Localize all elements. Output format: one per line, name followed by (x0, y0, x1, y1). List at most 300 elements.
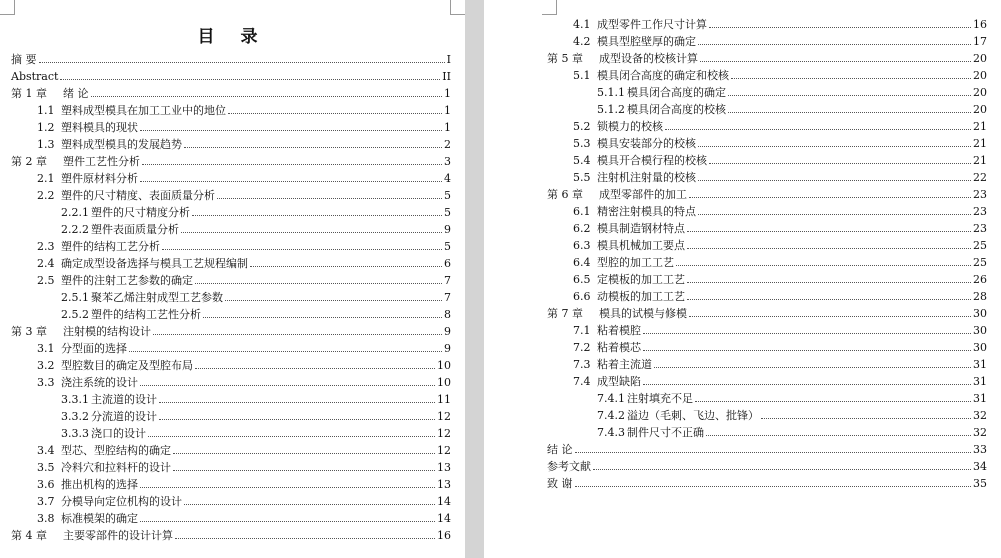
dot-leader (676, 264, 971, 266)
dot-leader (689, 315, 971, 317)
toc-entry-label (37, 136, 182, 153)
toc-entry[interactable] (11, 119, 451, 136)
toc-entry-text: 型芯、型腔结构的确定 (61, 444, 171, 457)
toc-title: 目 录 (197, 27, 268, 47)
toc-entry[interactable] (547, 339, 987, 356)
toc-entry-text: 塑料成型模具在加工工业中的地位 (61, 104, 226, 117)
toc-entry-page: 23 (973, 222, 987, 235)
toc-entry-label (573, 203, 696, 220)
toc-entry-label (597, 407, 759, 424)
toc-entry-number: 5.1.2 (597, 103, 625, 116)
right-page (484, 0, 1001, 558)
toc-entry[interactable] (547, 441, 987, 458)
toc-entry-page: 30 (973, 324, 987, 337)
toc-entry-page: 22 (973, 171, 987, 184)
dot-leader (654, 366, 971, 368)
toc-entry[interactable] (547, 16, 987, 33)
toc-entry-number: 第 3 章 (11, 325, 47, 338)
toc-entry-page: I (446, 53, 451, 66)
toc-entry-label (61, 391, 157, 408)
toc-entry-label (573, 356, 652, 373)
toc-entry-label (573, 271, 685, 288)
dot-leader (706, 434, 971, 436)
toc-entry[interactable] (547, 407, 987, 424)
dot-leader (173, 452, 435, 454)
toc-entry-number: 7.4 (573, 375, 591, 388)
toc-entry-page: 5 (444, 189, 451, 202)
toc-entry-number: 2.5 (37, 274, 55, 287)
toc-entry-label (11, 153, 140, 170)
toc-entry-text: 制件尺寸不正确 (627, 426, 704, 439)
toc-entry[interactable] (11, 340, 451, 357)
toc-entry-page: 13 (437, 461, 451, 474)
toc-entry-page: 7 (444, 274, 451, 287)
dot-leader (217, 197, 442, 199)
toc-entry-text: 塑件的注射工艺参数的确定 (61, 274, 193, 287)
toc-entry-page: 21 (973, 154, 987, 167)
toc-entry[interactable] (547, 390, 987, 407)
toc-entry-number: 3.7 (37, 495, 55, 508)
toc-entry-text: 分流道的设计 (91, 410, 157, 423)
toc-entry-page: 8 (444, 308, 451, 321)
toc-entry-text: 成型零件工作尺寸计算 (597, 18, 707, 31)
toc-entry[interactable] (11, 289, 451, 306)
toc-entry-text: 成型零部件的加工 (599, 188, 687, 201)
toc-entry-number: 3.4 (37, 444, 55, 457)
toc-entry-number: 第 2 章 (11, 155, 47, 168)
dot-leader (148, 435, 435, 437)
toc-entry-page: 25 (973, 239, 987, 252)
toc-entry-text: 定模板的加工工艺 (597, 273, 685, 286)
toc-entry[interactable] (547, 356, 987, 373)
dot-leader (698, 43, 971, 45)
toc-entry[interactable] (11, 510, 451, 527)
toc-entry[interactable] (11, 68, 451, 85)
toc-entry-page: 35 (973, 477, 987, 490)
toc-entry-label (597, 390, 693, 407)
toc-entry-text: 确定成型设备选择与模具工艺规程编制 (61, 257, 248, 270)
toc-entry-label (61, 289, 223, 306)
toc-entry[interactable] (11, 272, 451, 289)
toc-entry-text: 聚苯乙烯注射成型工艺参数 (91, 291, 223, 304)
dot-leader (698, 213, 971, 215)
toc-entry-number: 3.3 (37, 376, 55, 389)
dot-leader (709, 26, 971, 28)
toc-entry[interactable] (11, 306, 451, 323)
toc-entry-text: 塑件工艺性分析 (63, 155, 140, 168)
toc-entry-label (37, 357, 193, 374)
toc-entry-label (37, 442, 171, 459)
toc-entry[interactable] (11, 425, 451, 442)
toc-entry-label (547, 186, 687, 203)
dot-leader (225, 299, 442, 301)
toc-entry-page: 30 (973, 341, 987, 354)
toc-entry-page: 21 (973, 120, 987, 133)
toc-entry-number: 2.3 (37, 240, 55, 253)
toc-entry-label (547, 305, 687, 322)
dot-leader (250, 265, 442, 267)
toc-entry-number: 2.5.2 (61, 308, 89, 321)
toc-entry-number: 4.2 (573, 35, 591, 48)
toc-entry[interactable] (11, 51, 451, 68)
toc-entry-page: 20 (973, 86, 987, 99)
toc-entry-text: 粘着模腔 (597, 324, 641, 337)
toc-entry-text: 粘着模芯 (597, 341, 641, 354)
toc-entry-label (61, 425, 146, 442)
toc-entry-number: 3.3.1 (61, 393, 89, 406)
toc-entry-page: 20 (973, 103, 987, 116)
toc-entry-page: 34 (973, 460, 987, 473)
dot-leader (181, 231, 442, 233)
dot-leader (184, 146, 442, 148)
crop-mark (0, 0, 15, 15)
toc-entry-label (597, 101, 726, 118)
dot-leader (687, 230, 971, 232)
toc-entry-page: 2 (444, 138, 451, 151)
toc-entry-label (573, 373, 641, 390)
toc-entry-text: 冷料穴和拉料杆的设计 (61, 461, 171, 474)
toc-entry-label (37, 459, 171, 476)
toc-entry-label (573, 135, 696, 152)
toc-entry-page: 21 (973, 137, 987, 150)
toc-entry[interactable] (547, 288, 987, 305)
toc-entry-page: 14 (437, 512, 451, 525)
toc-entry-page: 31 (973, 358, 987, 371)
toc-entry-text: 型腔的加工工艺 (597, 256, 674, 269)
toc-entry-label (11, 85, 89, 102)
toc-entry-label (573, 237, 685, 254)
toc-entry-text: 塑件表面质量分析 (91, 223, 179, 236)
toc-entry-text: 分型面的选择 (61, 342, 127, 355)
toc-entry-number: 7.2 (573, 341, 591, 354)
toc-entry-number: 第 4 章 (11, 529, 47, 542)
toc-entry-number: 6.3 (573, 239, 591, 252)
dot-leader (140, 180, 442, 182)
toc-entry-label (61, 408, 157, 425)
toc-entry-label (547, 475, 573, 492)
toc-entry-page: 16 (973, 18, 987, 31)
dot-leader (91, 95, 443, 97)
dot-leader (731, 77, 971, 79)
toc-entry-page: 26 (973, 273, 987, 286)
toc-entry-text: 模具开合模行程的校核 (597, 154, 707, 167)
toc-entry-label (597, 424, 704, 441)
toc-entry[interactable] (11, 391, 451, 408)
dot-leader (195, 367, 435, 369)
toc-entry[interactable] (547, 237, 987, 254)
toc-entry-number: 致 谢 (547, 477, 573, 490)
toc-list-right (547, 16, 987, 492)
dot-leader (60, 78, 440, 80)
toc-entry[interactable] (547, 424, 987, 441)
toc-entry-text: 塑料成型模具的发展趋势 (61, 138, 182, 151)
toc-entry-page: 9 (444, 325, 451, 338)
dot-leader (643, 349, 971, 351)
toc-entry-page: 10 (437, 376, 451, 389)
toc-entry[interactable] (11, 221, 451, 238)
dot-leader (173, 469, 435, 471)
toc-entry-text: 溢边（毛刺、飞边、批锋） (627, 409, 759, 422)
toc-entry-page: 3 (444, 155, 451, 168)
toc-entry-label (597, 84, 726, 101)
toc-entry-page: 9 (444, 223, 451, 236)
toc-entry[interactable] (547, 254, 987, 271)
toc-entry-label (573, 288, 685, 305)
dot-leader (162, 248, 442, 250)
toc-entry-number: 7.4.3 (597, 426, 625, 439)
toc-entry-number: 摘 要 (11, 53, 37, 66)
toc-entry-label (547, 458, 591, 475)
toc-entry-label (37, 102, 226, 119)
crop-mark (450, 0, 465, 15)
toc-entry-page: 17 (973, 35, 987, 48)
toc-entry-page: 5 (444, 240, 451, 253)
toc-entry-number: 6.1 (573, 205, 591, 218)
toc-entry[interactable] (547, 50, 987, 67)
toc-entry-text: 动模板的加工工艺 (597, 290, 685, 303)
toc-entry[interactable] (11, 255, 451, 272)
toc-entry[interactable] (547, 101, 987, 118)
toc-entry-label (573, 33, 696, 50)
toc-entry-text: 分模导向定位机构的设计 (61, 495, 182, 508)
toc-entry-number: 2.1 (37, 172, 55, 185)
toc-entry-label (37, 340, 127, 357)
dot-leader (728, 111, 971, 113)
toc-entry-text: 绪 论 (63, 87, 89, 100)
toc-entry-label (573, 339, 641, 356)
toc-entry-text: 注射填充不足 (627, 392, 693, 405)
toc-entry[interactable] (547, 220, 987, 237)
toc-entry[interactable] (11, 493, 451, 510)
toc-entry-number: 6.2 (573, 222, 591, 235)
toc-entry[interactable] (547, 203, 987, 220)
toc-entry-label (37, 238, 160, 255)
toc-entry[interactable] (11, 187, 451, 204)
toc-entry-page: 31 (973, 375, 987, 388)
dot-leader (142, 163, 442, 165)
dot-leader (593, 468, 971, 470)
toc-entry-number: 2.2 (37, 189, 55, 202)
toc-entry-number: 7.4.1 (597, 392, 625, 405)
toc-entry[interactable] (11, 153, 451, 170)
toc-entry[interactable] (547, 169, 987, 186)
dot-leader (129, 350, 442, 352)
toc-entry-label (11, 68, 58, 85)
dot-leader (140, 384, 435, 386)
toc-entry-text: 推出机构的选择 (61, 478, 138, 491)
toc-entry-number: 1.2 (37, 121, 55, 134)
dot-leader (728, 94, 971, 96)
dot-leader (700, 60, 971, 62)
toc-entry-label (573, 254, 674, 271)
toc-entry-page: 9 (444, 342, 451, 355)
toc-entry-text: 模具型腔壁厚的确定 (597, 35, 696, 48)
toc-entry-page: 25 (973, 256, 987, 269)
toc-entry-text: 模具闭合高度的确定和校核 (597, 69, 729, 82)
dot-leader (575, 485, 972, 487)
toc-entry-label (547, 50, 698, 67)
toc-entry-number: 第 1 章 (11, 87, 47, 100)
toc-entry-number: 第 7 章 (547, 307, 583, 320)
toc-entry-number: 2.4 (37, 257, 55, 270)
toc-entry-text: 模具制造钢材特点 (597, 222, 685, 235)
toc-entry-text: 粘着主流道 (597, 358, 652, 371)
toc-entry-page: 12 (437, 410, 451, 423)
toc-entry[interactable] (547, 84, 987, 101)
toc-entry-number: 5.5 (573, 171, 591, 184)
toc-entry-page: 11 (437, 393, 451, 406)
toc-entry[interactable] (11, 238, 451, 255)
toc-entry[interactable] (547, 373, 987, 390)
toc-entry-label (573, 220, 685, 237)
toc-entry[interactable] (547, 322, 987, 339)
dot-leader (665, 128, 971, 130)
toc-entry[interactable] (547, 118, 987, 135)
dot-leader (695, 400, 971, 402)
toc-entry-number: 2.5.1 (61, 291, 89, 304)
dot-leader (689, 196, 971, 198)
toc-entry[interactable] (547, 152, 987, 169)
toc-entry-text: 模具闭合高度的确定 (627, 86, 726, 99)
toc-entry-text: 精密注射模具的特点 (597, 205, 696, 218)
toc-entry[interactable] (11, 102, 451, 119)
toc-entry-label (37, 170, 138, 187)
toc-entry-page: 7 (444, 291, 451, 304)
left-page (0, 0, 465, 558)
crop-mark (542, 0, 557, 15)
toc-entry[interactable] (11, 476, 451, 493)
toc-entry-text: 塑件的结构工艺分析 (61, 240, 160, 253)
toc-entry-number: 2.2.1 (61, 206, 89, 219)
dot-leader (184, 503, 435, 505)
toc-entry-text: 塑件的尺寸精度、表面质量分析 (61, 189, 215, 202)
toc-entry-label (573, 152, 707, 169)
toc-entry-text: 模具安装部分的校核 (597, 137, 696, 150)
dot-leader (203, 316, 442, 318)
toc-entry-number: 3.8 (37, 512, 55, 525)
toc-entry-number: 3.2 (37, 359, 55, 372)
toc-entry-text: 锁模力的校核 (597, 120, 663, 133)
toc-entry-text: 注射模的结构设计 (63, 325, 151, 338)
toc-entry-page: 33 (973, 443, 987, 456)
toc-entry-label (11, 527, 173, 544)
toc-entry-page: 12 (437, 444, 451, 457)
toc-entry-page: 30 (973, 307, 987, 320)
toc-entry-page: 6 (444, 257, 451, 270)
dot-leader (159, 418, 435, 420)
toc-entry[interactable] (547, 271, 987, 288)
toc-entry-page: 5 (444, 206, 451, 219)
toc-entry[interactable] (11, 442, 451, 459)
toc-entry-number: 2.2.2 (61, 223, 89, 236)
toc-entry[interactable] (547, 475, 987, 492)
toc-entry-text: 主要零部件的设计计算 (63, 529, 173, 542)
toc-entry-number: 5.4 (573, 154, 591, 167)
dot-leader (698, 179, 971, 181)
toc-entry-page: 12 (437, 427, 451, 440)
toc-entry-number: 7.3 (573, 358, 591, 371)
toc-entry[interactable] (11, 170, 451, 187)
toc-entry-label (37, 493, 182, 510)
toc-entry-label (37, 119, 138, 136)
toc-entry-label (37, 510, 138, 527)
toc-entry[interactable] (547, 186, 987, 203)
toc-entry[interactable] (547, 135, 987, 152)
dot-leader (192, 214, 442, 216)
toc-entry-text: 塑件原材料分析 (61, 172, 138, 185)
toc-entry-text: 模具机械加工要点 (597, 239, 685, 252)
toc-entry-label (37, 255, 248, 272)
toc-entry-page: 1 (444, 104, 451, 117)
toc-entry-text: 模具闭合高度的校核 (627, 103, 726, 116)
toc-entry[interactable] (11, 527, 451, 544)
dot-leader (140, 129, 442, 131)
dot-leader (39, 61, 445, 63)
dot-leader (687, 247, 971, 249)
toc-entry-label (573, 322, 641, 339)
toc-entry[interactable] (11, 408, 451, 425)
toc-entry-page: 23 (973, 188, 987, 201)
toc-list-left (11, 51, 451, 544)
toc-entry-page: 32 (973, 426, 987, 439)
toc-entry-page: 20 (973, 52, 987, 65)
toc-entry-number: 7.4.2 (597, 409, 625, 422)
toc-entry-page: 32 (973, 409, 987, 422)
toc-entry-page: 14 (437, 495, 451, 508)
dot-leader (159, 401, 435, 403)
toc-entry[interactable] (11, 459, 451, 476)
toc-entry[interactable] (547, 458, 987, 475)
toc-entry[interactable] (547, 305, 987, 322)
toc-entry-number: 5.3 (573, 137, 591, 150)
toc-entry-text: 成型缺陷 (597, 375, 641, 388)
toc-entry-page: 16 (437, 529, 451, 542)
toc-entry-text: 标准模架的确定 (61, 512, 138, 525)
toc-entry-label (37, 272, 193, 289)
dot-leader (575, 451, 972, 453)
toc-entry[interactable] (11, 374, 451, 391)
toc-entry-text: 模具的试模与修模 (599, 307, 687, 320)
toc-entry-label (11, 51, 37, 68)
toc-entry-page: 20 (973, 69, 987, 82)
toc-entry-number: 7.1 (573, 324, 591, 337)
toc-entry-label (61, 221, 179, 238)
toc-entry[interactable] (11, 357, 451, 374)
dot-leader (643, 332, 971, 334)
toc-entry-number: 6.5 (573, 273, 591, 286)
toc-entry[interactable] (11, 323, 451, 340)
toc-entry-label (573, 118, 663, 135)
toc-entry-text: 浇口的设计 (91, 427, 146, 440)
toc-entry-text: 塑料模具的现状 (61, 121, 138, 134)
dot-leader (228, 112, 442, 114)
toc-entry-number: 4.1 (573, 18, 591, 31)
toc-entry-number: 1.1 (37, 104, 55, 117)
toc-entry-page: 23 (973, 205, 987, 218)
toc-entry-number: 1.3 (37, 138, 55, 151)
toc-entry-page: 10 (437, 359, 451, 372)
toc-entry[interactable] (11, 136, 451, 153)
toc-entry-page: 28 (973, 290, 987, 303)
toc-entry-number: 3.3.2 (61, 410, 89, 423)
toc-entry[interactable] (547, 33, 987, 50)
toc-entry[interactable] (11, 204, 451, 221)
dot-leader (709, 162, 971, 164)
toc-entry[interactable] (547, 67, 987, 84)
toc-entry-number: Abstract (11, 70, 59, 83)
toc-entry[interactable] (11, 85, 451, 102)
toc-entry-number: 5.1 (573, 69, 591, 82)
